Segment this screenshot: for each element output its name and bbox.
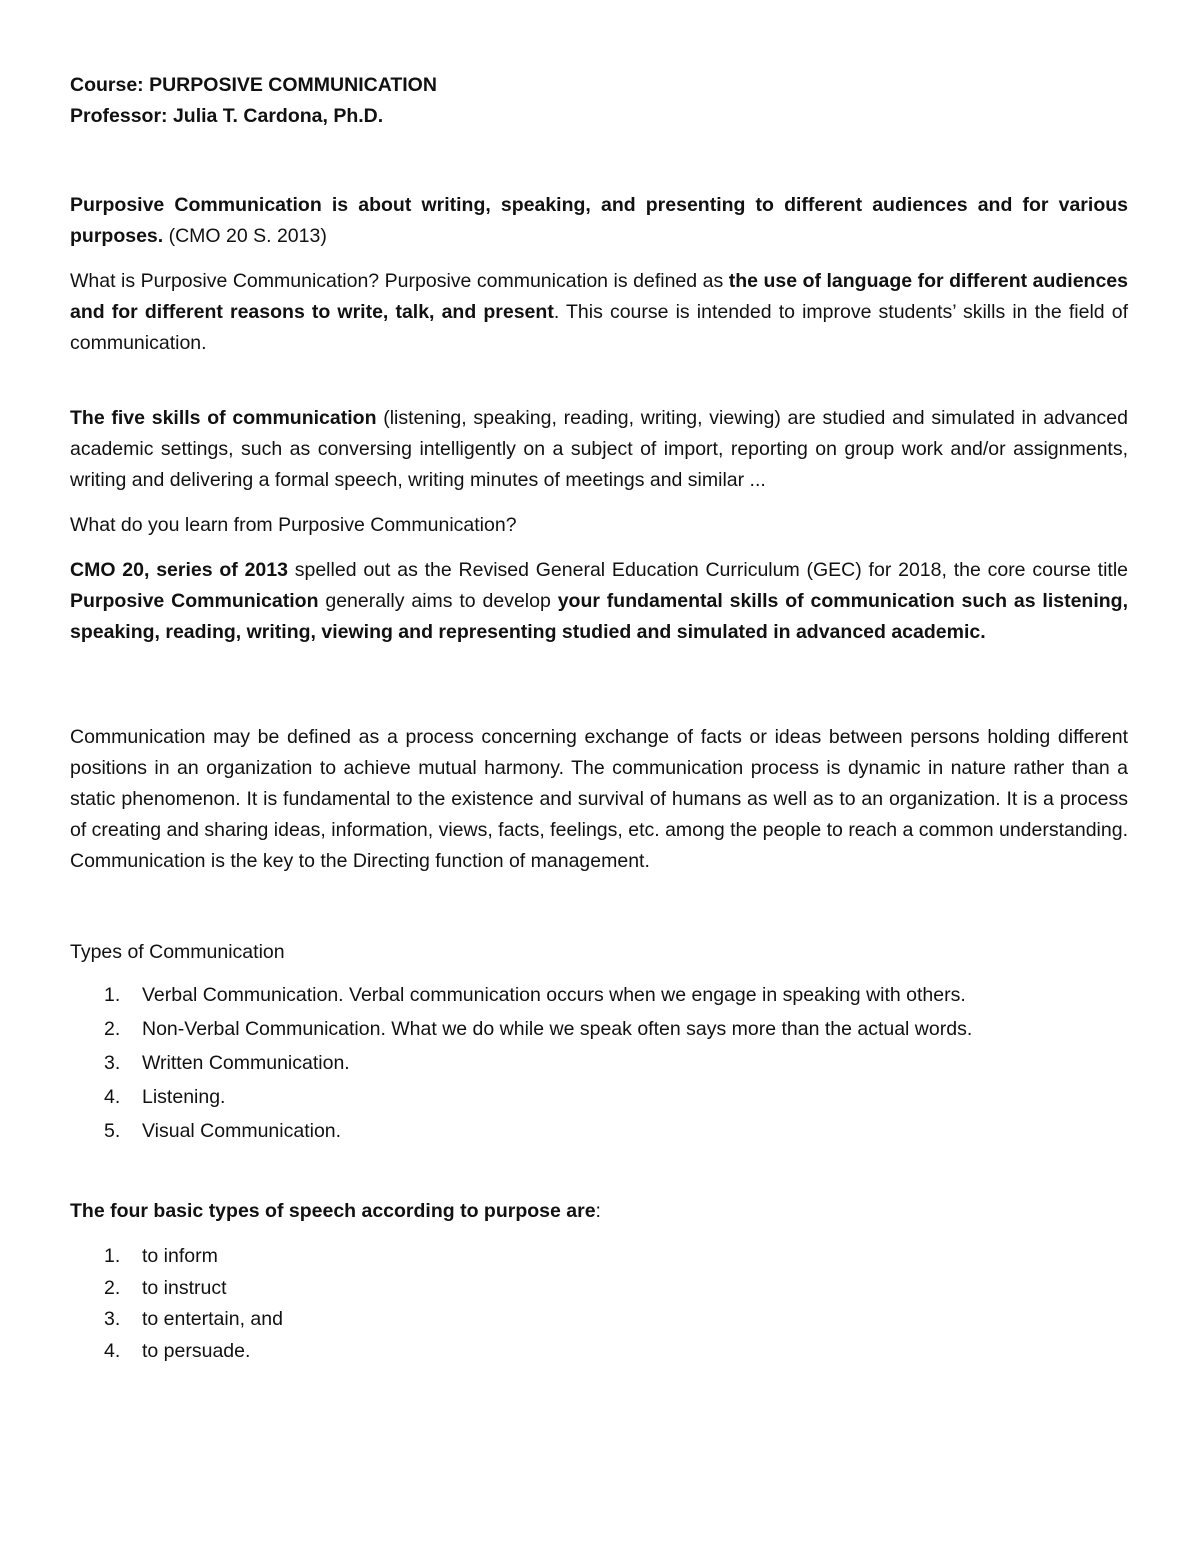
cmo-paragraph xyxy=(70,555,1128,648)
list-item-text: Written Communication. xyxy=(142,1052,350,1074)
types-list xyxy=(70,978,1128,1148)
list-item-text: to persuade. xyxy=(142,1339,251,1362)
five-skills-bold: The five skills of communication xyxy=(70,407,377,429)
list-item-text: Non-Verbal Communication. What we do while we speak often says more than the actual words. xyxy=(142,1018,973,1040)
speech-heading-colon: : xyxy=(595,1200,601,1222)
intro-bold: Purposive Communication is about writing, speaking, and presenting to different audiences and for various purposes. xyxy=(70,194,1128,247)
list-item-number: 1. xyxy=(104,1245,121,1267)
list-item xyxy=(70,1080,1128,1114)
intro-rest: (CMO 20 S. 2013) xyxy=(163,225,327,247)
list-item xyxy=(70,1046,1128,1080)
types-heading: Types of Communication xyxy=(70,941,285,963)
list-item xyxy=(70,978,1128,1012)
list-item-text: Verbal Communication. Verbal communication occurs when we engage in speaking with others. xyxy=(142,984,966,1006)
speech-heading-text: The four basic types of speech according to purpose are xyxy=(70,1200,596,1222)
list-item-number: 2. xyxy=(104,1018,121,1040)
definition-paragraph xyxy=(70,266,1128,359)
list-item xyxy=(70,1114,1128,1148)
speech-heading xyxy=(70,1196,1128,1227)
list-item-number: 5. xyxy=(104,1120,121,1142)
list-item-text: Listening. xyxy=(142,1086,226,1108)
list-item xyxy=(70,1012,1128,1046)
list-item xyxy=(70,1241,1128,1273)
definition-rest: . This course is intended to improve students’ skills in the field of communication. xyxy=(70,301,1128,354)
list-item-number: 3. xyxy=(104,1308,121,1330)
professor-name: Professor: Julia T. Cardona, Ph.D. xyxy=(70,105,384,127)
list-item xyxy=(70,1273,1128,1305)
document-page xyxy=(70,70,1128,1367)
intro-paragraph xyxy=(70,190,1128,252)
definition-bold: the use of language for different audiences and for different reasons to write, talk, and present xyxy=(70,270,1128,323)
list-item-text: to inform xyxy=(142,1245,218,1267)
list-item-number: 1. xyxy=(104,984,121,1006)
course-title: Course: PURPOSIVE COMMUNICATION xyxy=(70,74,437,96)
definition-lead: What is Purposive Communication? Purposive communication is defined as xyxy=(70,270,729,292)
cmo-bold-1: CMO 20, series of 2013 xyxy=(70,559,288,581)
cmo-bold-2: Purposive Communication xyxy=(70,590,319,612)
list-item-number: 2. xyxy=(104,1276,121,1299)
five-skills-rest: (listening, speaking, reading, writing, viewing) are studied and simulated in advanced academic settings, such as conversing intelligently on a subject of import, reporting on group work and/or assignments, writing and delivering a formal speech, writing minutes of meetings and similar ... xyxy=(70,407,1128,491)
cmo-bold-3: your fundamental skills of communication such as listening, speaking, reading, writing, viewing and representing studied and simulated in advanced academic. xyxy=(70,590,1128,643)
list-item-number: 4. xyxy=(104,1339,121,1362)
cmo-text-2: generally aims to develop xyxy=(318,590,558,612)
list-item-text: Visual Communication. xyxy=(142,1120,342,1142)
speech-list xyxy=(70,1241,1128,1367)
communication-paragraph: Communication may be defined as a process concerning exchange of facts or ideas between persons holding different positions in an organization to achieve mutual harmony. The communication process is dynamic in nature rather than a static phenomenon. It is fundamental to the existence and survival of humans as well as to an organization. It is a process of creating and sharing ideas, information, views, facts, feelings, etc. among the people to reach a common understanding. Communication is the key to the Directing function of management. xyxy=(70,726,1128,872)
list-item-number: 3. xyxy=(104,1052,121,1074)
list-item xyxy=(70,1304,1128,1336)
five-skills-paragraph xyxy=(70,403,1128,496)
document-header xyxy=(70,70,1128,132)
list-item-text: to entertain, and xyxy=(142,1308,283,1330)
list-item-number: 4. xyxy=(104,1086,121,1108)
learn-question: What do you learn from Purposive Communication? xyxy=(70,514,517,536)
cmo-text-1: spelled out as the Revised General Education Curriculum (GEC) for 2018, the core course title xyxy=(287,559,1128,581)
list-item-text: to instruct xyxy=(142,1276,227,1299)
list-item xyxy=(70,1336,1128,1368)
